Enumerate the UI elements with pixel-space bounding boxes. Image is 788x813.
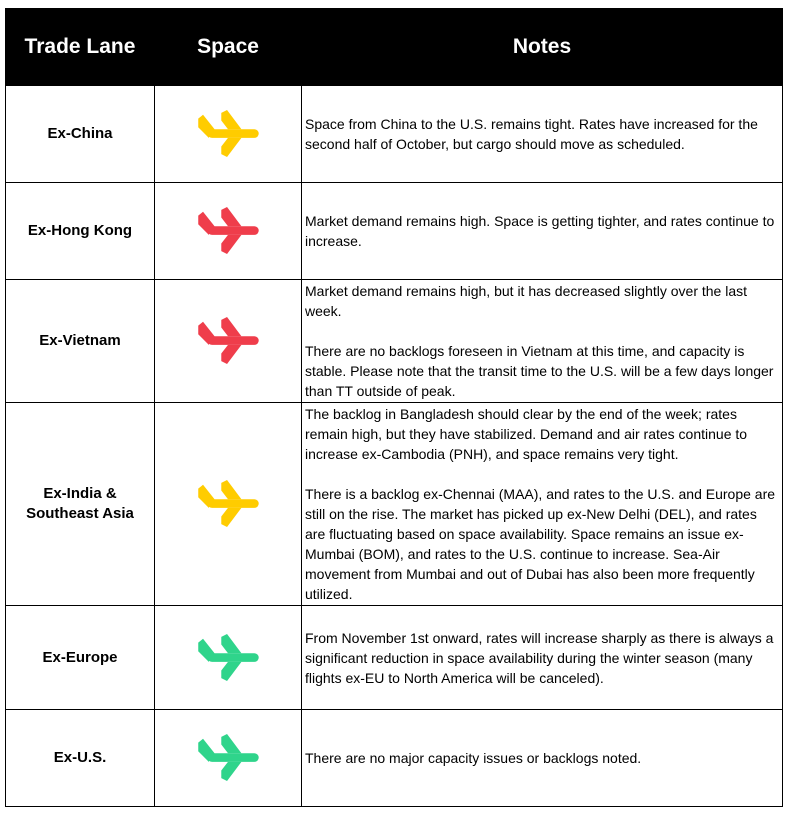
space-cell: [155, 403, 302, 606]
notes-cell: [302, 403, 783, 606]
header-row: [6, 9, 783, 86]
header-space: Space: [155, 9, 302, 86]
table-row: [6, 86, 783, 183]
note-paragraph: There are no backlogs foreseen in Vietnam at this time, and capacity is stable. Please note that the transit time to the U.S. will be a few days longer than TT outside of peak.: [305, 343, 774, 399]
airplane-icon: [196, 110, 260, 158]
airplane-icon: [196, 480, 260, 528]
note-paragraph: From November 1st onward, rates will increase sharply as there is always a significant reduction in space availability during the winter season (many flights ex-EU to North America will be canceled).: [305, 629, 774, 686]
table-row: [6, 280, 783, 403]
note-paragraph: There is a backlog ex-Chennai (MAA), and rates to the U.S. and Europe are still on the rise. The market has picked up ex-New Delhi (DEL), and rates are fluctuating based on space availability. Space remains an issue ex-Mumbai (BOM), and rates to the U.S. continue to increase. Sea-Air movement from Mumbai and out of Dubai has also been more frequently utilized.: [305, 486, 776, 602]
trade-lane-cell: Ex-Europe: [6, 606, 155, 710]
space-cell: [155, 710, 302, 807]
space-cell: [155, 183, 302, 280]
trade-lane-cell: Ex-India & Southeast Asia: [6, 403, 155, 606]
space-cell: [155, 606, 302, 710]
airplane-icon: [196, 317, 260, 365]
trade-lane-cell: Ex-Hong Kong: [6, 183, 155, 280]
trade-lane-cell: Ex-U.S.: [6, 710, 155, 807]
trade-lane-cell: Ex-Vietnam: [6, 280, 155, 403]
trade-lane-cell: Ex-China: [6, 86, 155, 183]
note-paragraph: The backlog in Bangladesh should clear by the end of the week; rates remain high, but they have stabilized. Demand and air rates continue to increase ex-Cambodia (PNH), and space remains very tight.: [305, 406, 748, 462]
table-row: [6, 183, 783, 280]
table-row: [6, 403, 783, 606]
space-cell: [155, 280, 302, 403]
notes-cell: [302, 710, 783, 807]
note-paragraph: Market demand remains high. Space is getting tighter, and rates continue to increase.: [305, 213, 775, 249]
notes-cell: [302, 280, 783, 403]
table-row: [6, 606, 783, 710]
notes-cell: [302, 86, 783, 183]
note-paragraph: Space from China to the U.S. remains tight. Rates have increased for the second half of October, but cargo should move as scheduled.: [305, 116, 758, 152]
note-paragraph: There are no major capacity issues or backlogs noted.: [305, 750, 642, 766]
header-notes: Notes: [302, 9, 783, 86]
notes-cell: [302, 183, 783, 280]
airplane-icon: [196, 207, 260, 255]
trade-lane-table: [5, 8, 783, 807]
space-cell: [155, 86, 302, 183]
airplane-icon: [196, 634, 260, 682]
notes-cell: [302, 606, 783, 710]
note-paragraph: Market demand remains high, but it has decreased slightly over the last week.: [305, 283, 748, 319]
table-row: [6, 710, 783, 807]
airplane-icon: [196, 734, 260, 782]
header-trade-lane: Trade Lane: [6, 9, 155, 86]
